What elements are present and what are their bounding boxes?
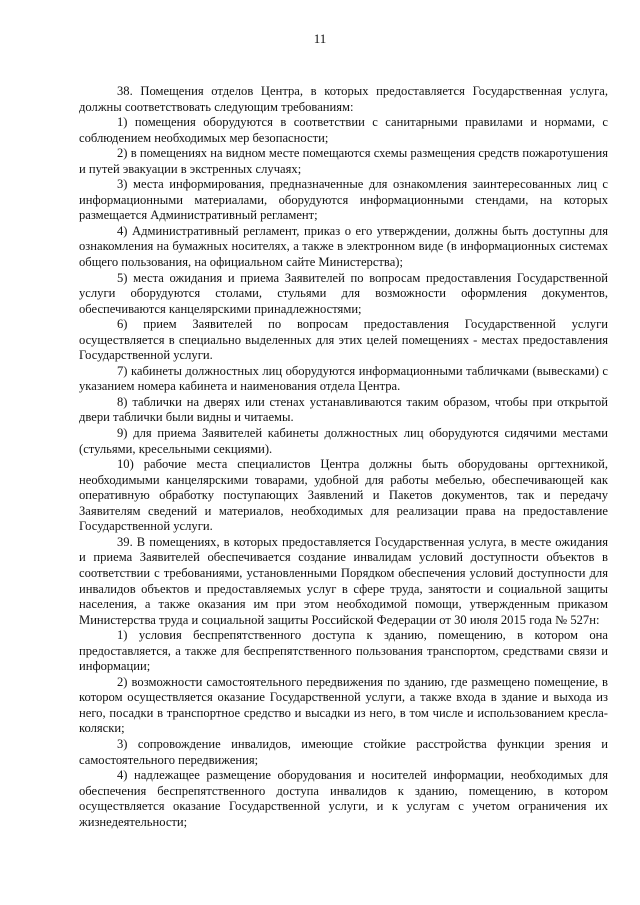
paragraph-38-item-10: 10) рабочие места специалистов Центра должны быть оборудованы оргтехникой, необходимыми канцелярскими товарами, удобной для работы мебелью, обеспечивающей как оперативную обработку поступающих Заявлений и Пакетов документов, так и передачу Заявителям сведений и материалов, необходимых для реализации права на предоставление Государственной услуги.: [79, 457, 608, 534]
paragraph-38: 38. Помещения отделов Центра, в которых предоставляется Государственная услуга, должны соответствовать следующим требованиям:: [79, 84, 608, 114]
paragraph-38-item-6: 6) прием Заявителей по вопросам предоставления Государственной услуги осуществляется в специально выделенных для этих целей помещениях - местах предоставления Государственной услуги.: [79, 317, 608, 363]
paragraph-38-item-8: 8) таблички на дверях или стенах устанавливаются таким образом, чтобы при открытой двери таблички были видны и читаемы.: [79, 394, 608, 425]
document-body: [79, 84, 608, 830]
paragraph-38-item-5: 5) места ожидания и приема Заявителей по вопросам предоставления Государственной услуги оборудуются столами, стульями для возможности оформления документов, обеспечиваются канцелярскими принадлежностями;: [79, 270, 608, 316]
paragraph-38-item-7: 7) кабинеты должностных лиц оборудуются информационными табличками (вывесками) с указанием номера кабинета и наименования отдела Центра.: [79, 363, 608, 394]
paragraph-39-item-4: 4) надлежащее размещение оборудования и носителей информации, необходимых для обеспечения беспрепятственного доступа инвалидов к зданию, помещению, в котором осуществляется оказание Государственной услуги, и к услугам с учетом ограничения их жизнедеятельности;: [79, 768, 608, 829]
paragraph-38-item-9: 9) для приема Заявителей кабинеты должностных лиц оборудуются сидячими местами (стульями, кресельными секциями).: [79, 426, 608, 456]
paragraph-39-item-1: 1) условия беспрепятственного доступа к зданию, помещению, в котором она предоставляется, а также для беспрепятственного пользования транспортом, средствами связи и информации;: [79, 628, 608, 674]
page-number: 11: [313, 31, 327, 46]
paragraph-38-item-1: 1) помещения оборудуются в соответствии с санитарными правилами и нормами, с соблюдением необходимых мер безопасности;: [79, 115, 608, 145]
paragraph-38-item-3: 3) места информирования, предназначенные для ознакомления заинтересованных лиц с информационными материалами, оборудуются информационными стендами, на которых размещается Административный регламент;: [79, 177, 608, 223]
paragraph-39-item-3: 3) сопровождение инвалидов, имеющие стойкие расстройства функции зрения и самостоятельного передвижения;: [79, 736, 608, 767]
paragraph-38-item-2: 2) в помещениях на видном месте помещаются схемы размещения средств пожаротушения и путей эвакуации в экстренных случаях;: [79, 146, 608, 176]
paragraph-39-item-2: 2) возможности самостоятельного передвижения по зданию, где размещено помещение, в котором осуществляется оказание Государственной услуги, а также входа в здание и выхода из него, посадки в транспортное средство и высадки из него, в том числе и использованием кресла-коляски;: [79, 674, 608, 736]
paragraph-38-item-4: 4) Административный регламент, приказ о его утверждении, должны быть доступны для ознакомления на бумажных носителях, а также в электронном виде (в информационных системах общего пользования, на официальном сайте Министерства);: [79, 223, 608, 270]
paragraph-39: 39. В помещениях, в которых предоставляется Государственная услуга, в месте ожидания и приема Заявителей обеспечивается создание инвалидам условий доступности объектов в соответствии с требованиями, установленными Порядком обеспечения условий доступности для инвалидов объектов и предоставляемых услуг в сфере труда, занятости и социальной защиты населения, а также оказания им при этом необходимой помощи, утвержденным приказом Министерства труда и социальной защиты Российской Федерации от 30 июля 2015 года № 527н:: [79, 534, 608, 627]
